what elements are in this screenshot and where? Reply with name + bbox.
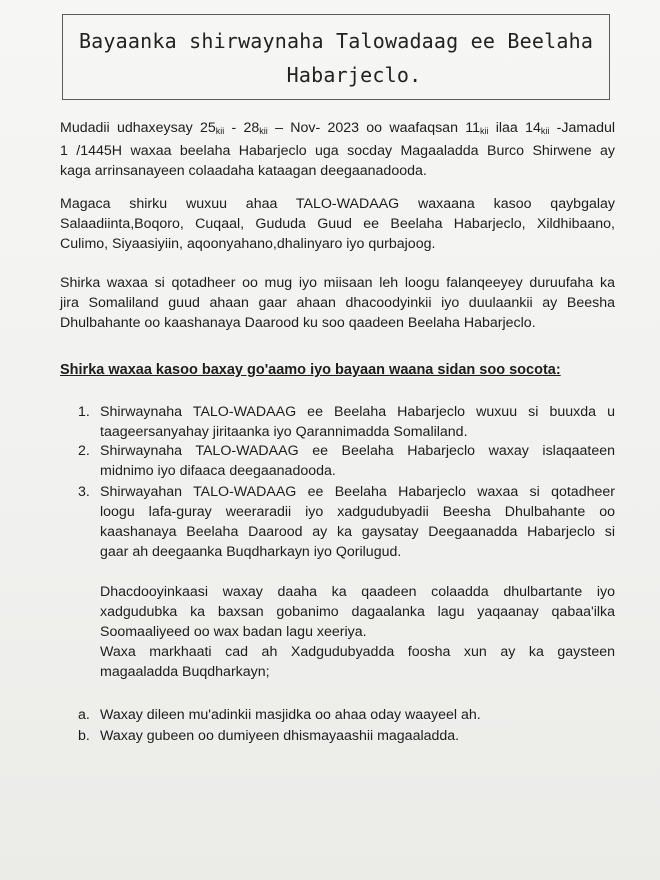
paragraph-participants [60,194,615,254]
paragraph-line: kaga arrinsanayeen colaadaha kataagan deegaanadooda. [60,163,427,179]
list-number: 3. [78,484,90,500]
paragraph-intro [60,118,615,181]
paragraph-line: Culimo, Siyaasiyiin, aqoonyahano,dhalinyaro iyo qurbajoog. [60,236,436,252]
paragraph-line: jira Somaliland guud ahaan gaar ahaan dhacoodyinkii iyo duulaankii ay Beesha [60,295,615,311]
list-line: Shirwayahan TALO-WADAAG ee Beelaha Habarjeclo waxaa si qotadheer [100,484,615,500]
list-line: taageersanyahay jiritaanka iyo Qarannimadda Somaliland. [100,424,468,440]
alpha-list-text: Waxay dileen mu'adinkii masjidka oo ahaa oday waayeel ah. [100,707,481,723]
alpha-list-item [78,705,481,725]
paragraph-line: xadgudubka ka baxsan gobanimo dagaalanka lagu yaqaanay qabaa'ilka [100,604,615,620]
alpha-list-text: Waxay gubeen oo dumiyeen dhismayaashii magaaladda. [100,728,460,744]
paragraph-discussion [60,273,615,333]
paragraph-line: Shirka waxaa si qotadheer oo mug iyo miisaan leh loogu falanqeeyey duruufaha ka [60,275,615,291]
paragraph-line: magaaladda Buqdharkayn; [100,664,270,680]
list-line: loogu lafa-guray weeraradii iyo xadgudubyadii Beesha Dhulbahante oo [100,504,615,520]
list-line: Shirwaynaha TALO-WADAAG ee Beelaha Habarjeclo wuxuu si buuxda u [100,404,615,420]
paragraph-line: 1 /1445H waxaa beelaha Habarjeclo uga socday Magaaladda Burco Shirwene ay [60,143,615,159]
list-line: midnimo iyo difaaca deegaanadooda. [100,463,336,479]
resolutions-heading: Shirka waxaa kasoo baxay go'aamo iyo bayaan waana sidan soo socota: [60,362,561,378]
paragraph-line: Salaadiinta,Boqoro, Cuqaal, Gududa Guud ee Beelaha Habarjeclo, Xildhibaano, [60,216,615,232]
paragraph-line: Dhacdooyinkaasi waxay daaha ka qaadeen colaadda dhulbartante iyo [100,584,615,600]
paragraph-line: Waxa markhaati cad ah Xadgudubyadda foosha xun ay ka gaysteen [100,644,615,660]
alpha-list-item [78,726,459,746]
paragraph-line: Soomaaliyeed oo wax badan lagu xeeriya. [100,624,367,640]
alpha-list-letter: b. [78,728,90,744]
alpha-list-letter: a. [78,707,90,723]
paragraph-incidents [100,582,615,682]
title-line-1: Bayaanka shirwaynaha Talowadaag ee Beelaha [78,29,594,53]
list-number: 1. [78,404,90,420]
paragraph-line: Magaca shirku wuxuu ahaa TALO-WADAAG waxaana kasoo qaybgalay [60,196,615,212]
title-box [62,14,610,100]
paragraph-line: Dhulbahante oo kaashanaya Daarood ku soo qaadeen Beelaha Habarjeclo. [60,315,536,331]
list-line: kaashanaya Beelaha Daarood ay ka gaysatay Deegaanadda Habarjeclo si [100,524,615,540]
paragraph-line: Mudadii udhaxeysay $25_{kii} - 28_{kii} - Nov-$ 2023 oo waafaqsan $11_{kii}$ ilaa $14_{kii}$ -Jamadul [60,120,616,136]
list-line: gaar ah deegaanka Buqdharkayn iyo Qorilugud. [100,544,402,560]
list-number: 2. [78,443,90,459]
title-line-2: Habarjeclo. [286,63,422,87]
list-line: Shirwaynaha TALO-WADAAG ee Beelaha Habarjeclo waxay islaqaateen [100,443,615,459]
